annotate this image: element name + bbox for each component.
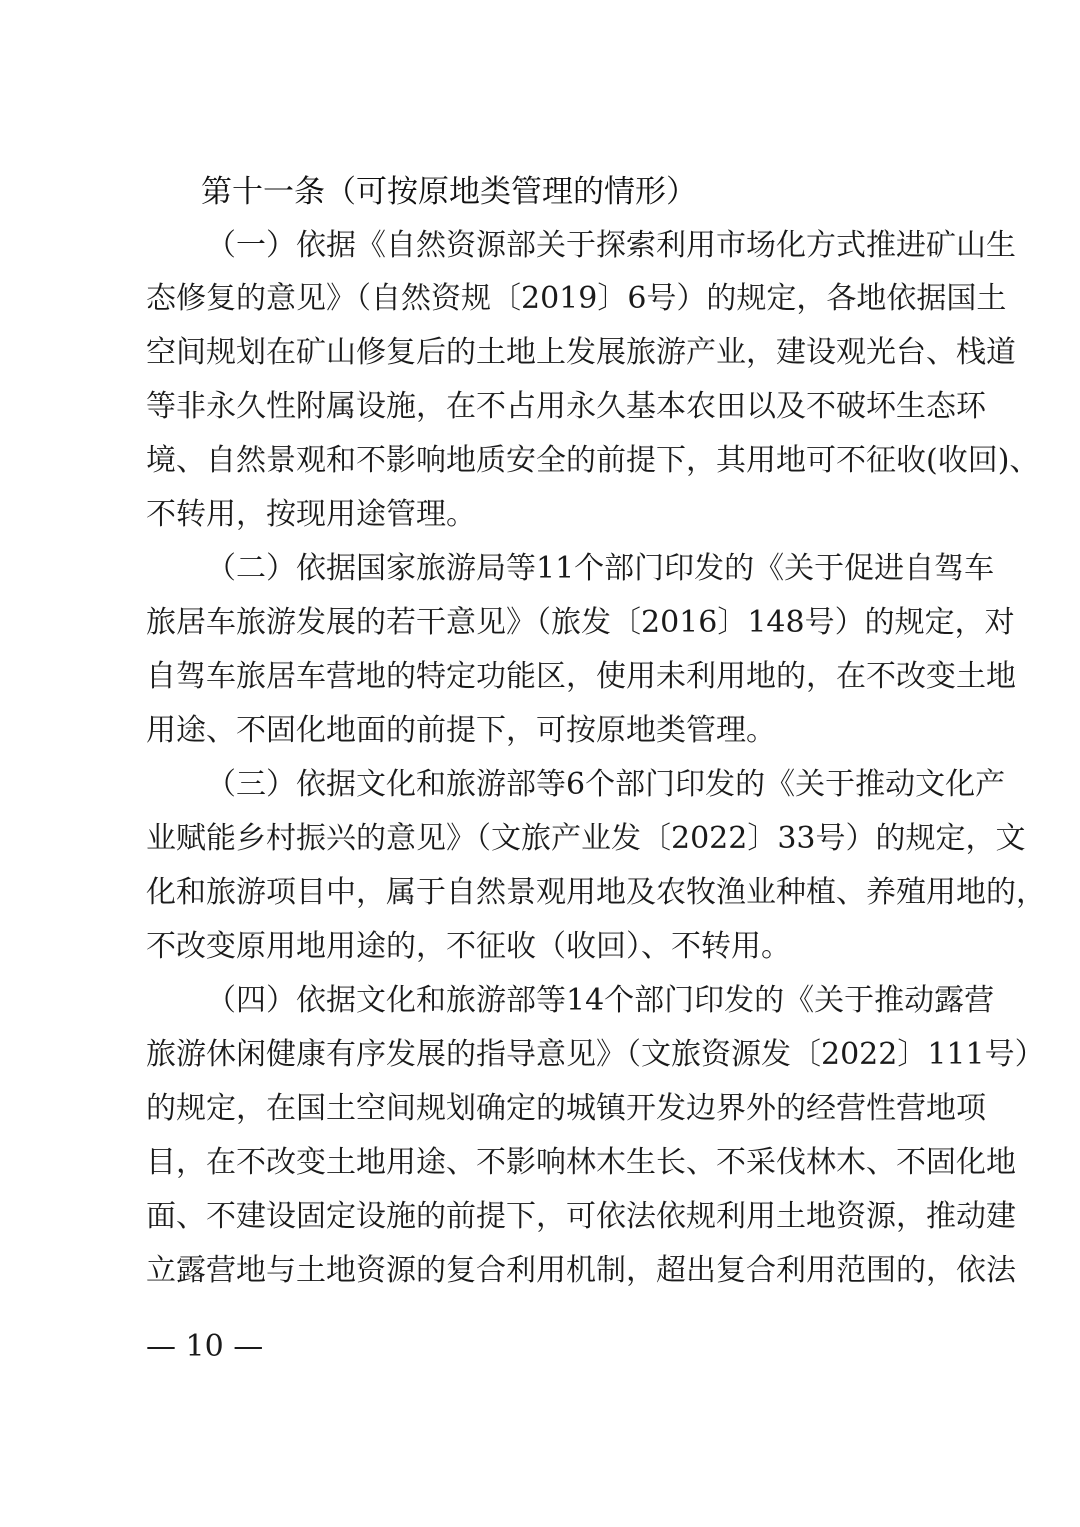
paragraph-line: （三）依据文化和旅游部等6个部门印发的《关于推动文化产 [206, 767, 1006, 802]
paragraph-line: 境、自然景观和不影响地质安全的前提下，其用地可不征收(收回)、 [146, 443, 1040, 478]
paragraph-line: 空间规划在矿山修复后的土地上发展旅游产业，建设观光台、栈道 [146, 335, 1016, 370]
paragraph-line: 等非永久性附属设施，在不占用永久基本农田以及不破坏生态环 [146, 389, 986, 424]
paragraph-line: 自驾车旅居车营地的特定功能区，使用未利用地的，在不改变土地 [146, 659, 1016, 694]
page-number: — 10 — [146, 1329, 264, 1364]
paragraph-line: 态修复的意见》（自然资规〔2019〕6号）的规定，各地依据国土 [146, 281, 1007, 316]
article-heading: 第十一条（可按原地类管理的情形） [201, 174, 697, 210]
paragraph-line: 目，在不改变土地用途、不影响林木生长、不采伐林木、不固化地 [146, 1145, 1016, 1180]
paragraph-line: 面、不建设固定设施的前提下，可依法依规利用土地资源，推动建 [146, 1199, 1016, 1234]
paragraph-line: 业赋能乡村振兴的意见》（文旅产业发〔2022〕33号）的规定，文 [146, 821, 1026, 856]
paragraph-line: 用途、不固化地面的前提下，可按原地类管理。 [146, 713, 776, 748]
paragraph-line: （二）依据国家旅游局等11个部门印发的《关于促进自驾车 [206, 551, 995, 586]
paragraph-line: 不改变原用地用途的，不征收（收回）、不转用。 [146, 929, 791, 964]
paragraph-line: 不转用，按现用途管理。 [146, 497, 476, 532]
paragraph-line: 化和旅游项目中，属于自然景观用地及农牧渔业种植、养殖用地的， [146, 875, 1046, 910]
paragraph-line: （一）依据《自然资源部关于探索利用市场化方式推进矿山生 [206, 228, 1016, 263]
paragraph-line: （四）依据文化和旅游部等14个部门印发的《关于推动露营 [206, 983, 995, 1018]
paragraph-line: 的规定，在国土空间规划确定的城镇开发边界外的经营性营地项 [146, 1091, 986, 1126]
paragraph-line: 立露营地与土地资源的复合利用机制，超出复合利用范围的，依法 [146, 1253, 1016, 1288]
paragraph-line: 旅游休闲健康有序发展的指导意见》（文旅资源发〔2022〕111号） [146, 1037, 1045, 1072]
paragraph-line: 旅居车旅游发展的若干意见》（旅发〔2016〕148号）的规定，对 [146, 605, 1015, 640]
